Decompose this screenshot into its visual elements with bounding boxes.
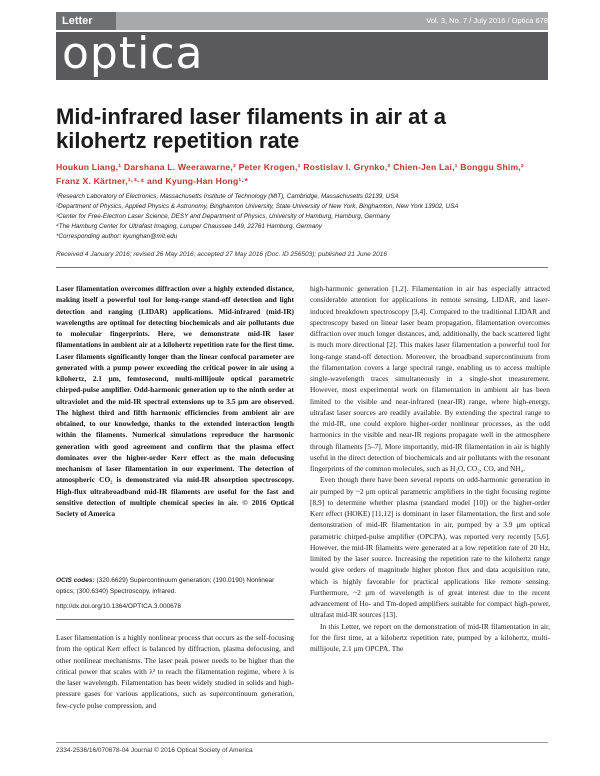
footer-copyright: 2334-2536/16/070678-04 Journal © 2016 Optical Society of America [56, 747, 253, 754]
ocis-text: (320.6629) Supercontinuum generation; (190.0190) Nonlinear optics; (300.6340) Spectroscopy, infrared. [56, 577, 275, 595]
corresponding-author: *Corresponding author: kyunghan@mit.edu [56, 233, 178, 240]
body-paragraph-3: In this Letter, we report on the demonstration of mid-IR filamentation in air, for the first time, at a kilohertz repetition rate, pumped by a kilohertz, multi-millijoule, 2.1 μm OPCPA. The [310, 621, 550, 653]
journal-issue-info: Vol. 3, No. 7 / July 2016 / Optica 678 [426, 16, 548, 25]
article-title: Mid-infrared laser filaments in air at a kilohertz repetition rate [56, 104, 447, 153]
ocis-label: OCIS codes: [56, 577, 95, 584]
body-paragraph-1: high-harmonic generation [1,2]. Filamentation in air has especially attracted considerable attention for applications in remote sensing, LIDAR, and laser-induced breakdown spectroscopy [3,4]. Compared to the traditional LIDAR and spectroscopy based on linear laser beam propagation, filamentation overcomes diffraction over much longer distances, and, additionally, the back scattered light is much more directional [2]. This makes laser filamentation a powerful tool for long-range stand-off detection. Moreover, the broadband supercontinuum from the filamentation covers a large spectral range, enabling us to access multiple single-wavelength traces simultaneously in a single-shot measurement. However, most experimental work on filamentation in ambient air has been limited to the visible and near-infrared (near-IR) range, where high-energy, ultrafast laser sources are readily available. By extending the spectral range to the mid-IR, one could explore higher-order nonlinear processes, as the odd harmonics in the visible and near-IR regions propagate well in the atmosphere through filaments [5–7]. More importantly, mid-IR filamentation in air is highly useful in the direct detection of biochemicals and air pollutants with the resonant fingerprints of the common molecules, such as H₂O, CO₂, CO, and NH₄. [310, 284, 550, 473]
article-type-tag: Letter [56, 12, 116, 30]
affiliations [56, 192, 556, 242]
divider [56, 619, 294, 620]
author-list: Houkun Liang,¹ Darshana L. Weerawarne,² Peter Krogen,¹ Rostislav I. Grynko,² Chien-Jen Lai,¹ Bonggu Shim,² Franz X. Kärtner,¹·³·⁴ and Kyung-Han Hong¹·* [56, 162, 524, 186]
abstract: Laser filamentation overcomes diffraction over a highly extended distance, making itself a powerful tool for long-range stand-off detection and light detection and ranging (LIDAR) applications. Mid-infrared (mid-IR) wavelengths are optimal for detecting biochemicals and air pollutants due to molecular fingerprints. Here, we demonstrate mid-IR laser filamentations in ambient air at a kilohertz repetition rate for the first time. Laser filaments significantly longer than the linear confocal parameter are generated with a pump power exceeding the critical power in air using a kilohertz, 2.1 μm, femtosecond, multi-millijoule optical parametric chirped-pulse amplifier. Odd-harmonic generation up to the ninth order at ultraviolet and the mid-IR spectral extensions up to 3.5 μm are observed. The highest third and fifth harmonic efficiencies from ambient air are obtained, to our knowledge, thanks to the extended interaction length within the filaments. Numerical simulations reproduce the harmonic generation with good agreement and confirm that the plasma effect dominates over the higher-order Kerr effect as the main defocusing mechanism of laser filamentation in our experiment. The detection of atmospheric CO₂ is demonstrated via mid-IR absorption spectroscopy. High-flux ultrabroadband mid-IR filaments are useful for the fast and sensitive detection of multiple chemical species in air. © 2016 Optical Society of America [56, 284, 294, 518]
body-paragraph-2: Even though there have been several reports on odd-harmonic generation in air pumped by ~2 μm optical parametric amplifiers in the tight focusing regime [8,9] to determine whether plasma (standard model [10]) or the higher-order Kerr effect (HOKE) [11,12] is dominant in laser filamentation, the first and sole demonstration of mid-IR filamentation in air, pumped by a 3.9 μm optical parametric chirped-pulse amplifier (OPCPA), was reported very recently [5,6]. However, the mid-IR filaments were generated at a low repetition rate of 20 Hz, limited by the laser source. Increasing the repetition rate to the kilohertz range would give orders of magnitude higher photon flux and data acquisition rate, which is highly favorable for practical applications like remote sensing. Furthermore, ~2 μm of wavelength is of great interest due to the recent advancement of Ho- and Tm-doped amplifiers suitable for compact high-power, ultrafast mid-IR sources [13]. [310, 475, 550, 620]
affiliation-2: ²Department of Physics, Applied Physics & Astronomy, Binghamton University, State University of New York, Binghamton, New York 13902, USA [56, 203, 459, 210]
affiliation-4: ⁴The Hamburg Center for Ultrafast Imaging, Luruper Chaussee 149, 22761 Hamburg, Germany [56, 223, 322, 230]
journal-logo: optica [62, 28, 204, 79]
body-text-right-column [310, 283, 550, 654]
footer-divider [56, 742, 548, 743]
affiliation-1: ¹Research Laboratory of Electronics, Massachusetts Institute of Technology (MIT), Cambridge, Massachusetts 02139, USA [56, 193, 399, 200]
doi-link[interactable]: http://dx.doi.org/10.1364/OPTICA.3.000678 [56, 603, 182, 610]
ocis-codes [56, 575, 294, 597]
publication-history: Received 4 January 2016; revised 26 May 2016; accepted 27 May 2016 (Doc. ID 256503); published 21 June 2016 [56, 251, 387, 258]
divider [56, 267, 548, 268]
affiliation-3: ³Center for Free-Electron Laser Science, DESY and Department of Physics, University of Hamburg, Hamburg, Germany [56, 213, 391, 220]
body-text-left-column: Laser filamentation is a highly nonlinear process that occurs as the self-focusing from the optical Kerr effect is balanced by diffraction, plasma defocusing, and other nonlinear mechanisms. The laser peak power needs to be higher than the critical power that scales with λ² to reach the filamentation regime, where λ is the laser wavelength. Filamentation has been widely studied in solids and high-pressure gases for various applications, such as supercontinuum generation, few-cycle pulse compression, and [56, 633, 294, 710]
